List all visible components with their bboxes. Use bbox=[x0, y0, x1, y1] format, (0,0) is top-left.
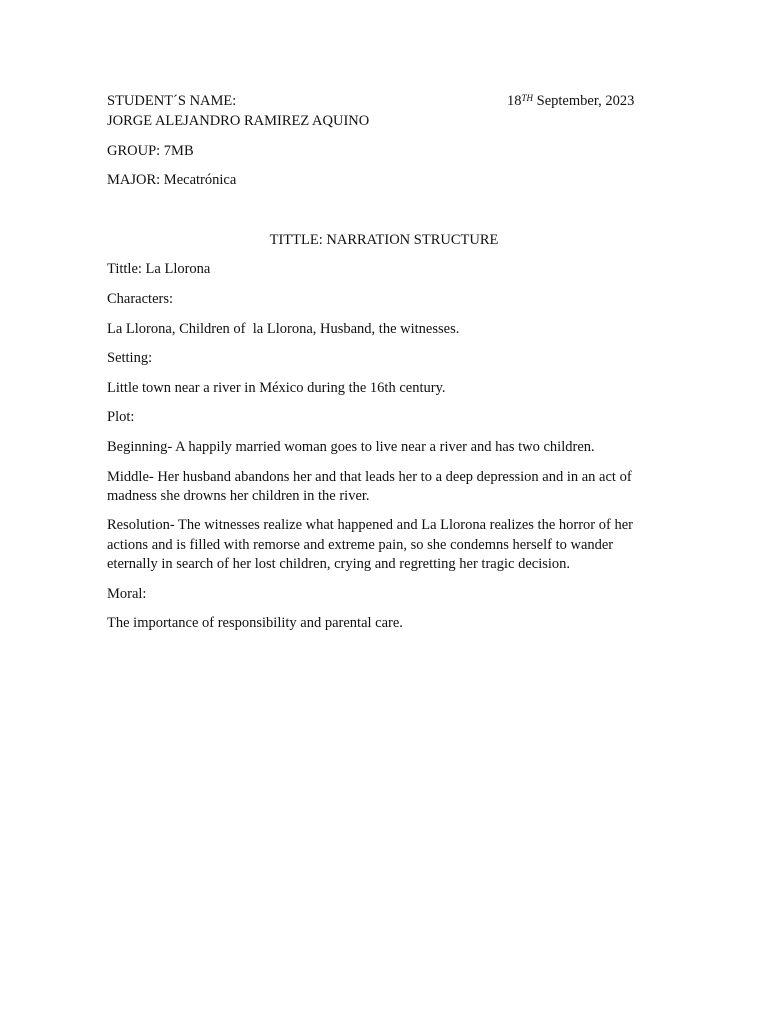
group-line: GROUP: 7MB bbox=[107, 143, 194, 159]
date-rest: September, 2023 bbox=[533, 93, 635, 109]
setting-text: Little town near a river in México during the 16th century. bbox=[107, 380, 446, 396]
setting-label: Setting: bbox=[107, 350, 153, 366]
student-label: STUDENT´S NAME: bbox=[107, 93, 237, 109]
plot-label: Plot: bbox=[107, 409, 135, 425]
student-name: JORGE ALEJANDRO RAMIREZ AQUINO bbox=[107, 113, 370, 129]
plot-resolution-line-1: Resolution- The witnesses realize what happened and La Llorona realizes the horror of her bbox=[107, 517, 633, 533]
plot-resolution-line-3: eternally in search of her lost children, crying and regretting her tragic decision. bbox=[107, 556, 571, 572]
moral-label: Moral: bbox=[107, 586, 147, 602]
story-title: Tittle: La Llorona bbox=[107, 261, 211, 277]
document-heading bbox=[0, 231, 768, 249]
moral-text: The importance of responsibility and parental care. bbox=[107, 615, 403, 631]
plot-middle-line-2: madness she drowns her children in the river. bbox=[107, 488, 370, 504]
plot-beginning: Beginning- A happily married woman goes to live near a river and has two children. bbox=[107, 439, 595, 455]
major-line: MAJOR: Mecatrónica bbox=[107, 172, 237, 188]
plot-middle-line-1: Middle- Her husband abandons her and that leads her to a deep depression and in an act of bbox=[107, 469, 632, 485]
date-suffix: TH bbox=[521, 93, 534, 103]
plot-resolution-line-2: actions and is filled with remorse and extreme pain, so she condemns herself to wander bbox=[107, 537, 614, 553]
document-date bbox=[507, 92, 634, 110]
characters-label: Characters: bbox=[107, 291, 174, 307]
date-day: 18 bbox=[507, 93, 522, 109]
characters-text: La Llorona, Children of la Llorona, Husband, the witnesses. bbox=[107, 321, 460, 337]
document-heading-text: TITTLE: NARRATION STRUCTURE bbox=[269, 232, 499, 248]
